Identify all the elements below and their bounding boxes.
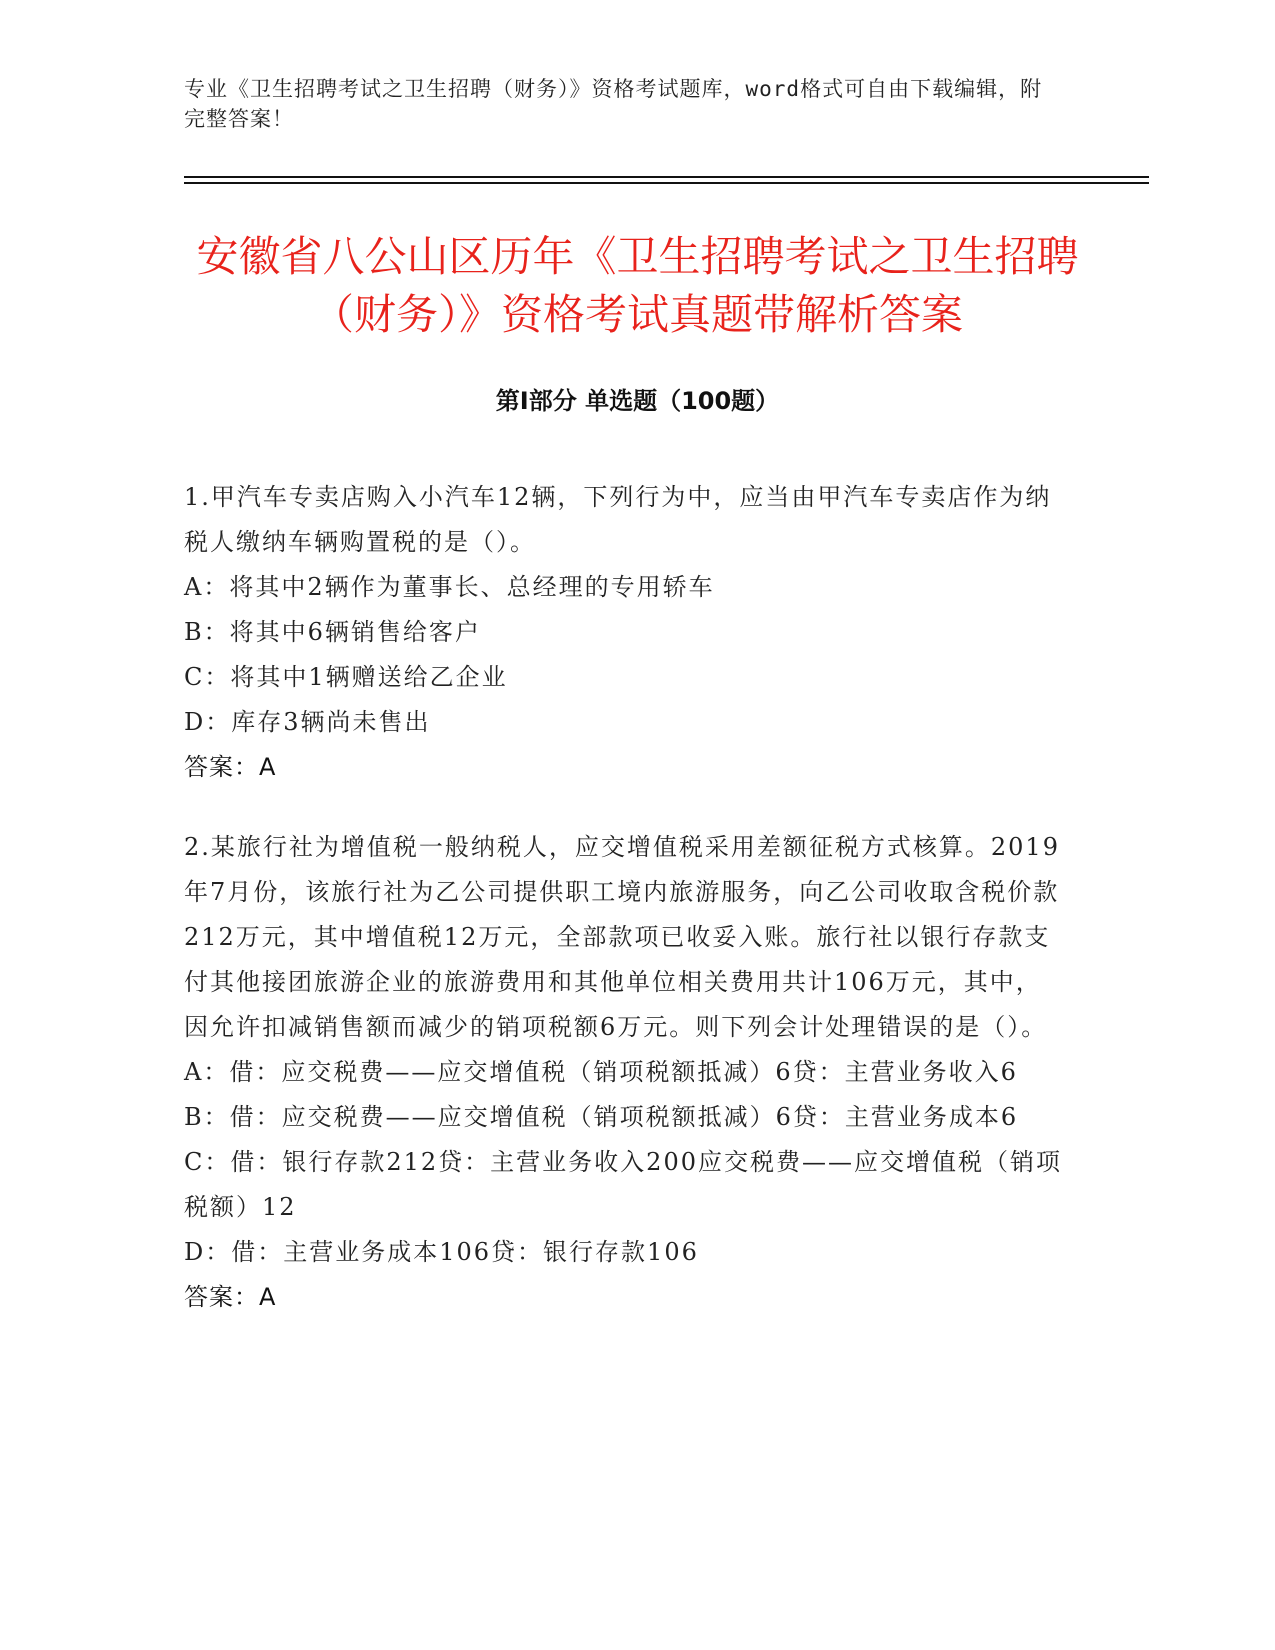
header-divider-line-2 [184,182,1149,184]
answer-text: 答案：A [184,1283,277,1311]
option-d: D：借：主营业务成本106贷：银行存款106 [184,1238,699,1266]
question-block [184,825,1064,1320]
option-c: C：借：银行存款212贷：主营业务收入200应交税费——应交增值税（销项税额）12 [184,1148,1062,1221]
option-c: C：将其中1辆赠送给乙企业 [184,663,508,691]
document-title: 安徽省八公山区历年《卫生招聘考试之卫生招聘（财务）》资格考试真题带解析答案 [196,232,1079,339]
header-note: 专业《卫生招聘考试之卫生招聘（财务）》资格考试题库，word格式可自由下载编辑，附完整答案！ [184,77,1043,131]
option-d: D：库存3辆尚未售出 [184,708,431,736]
question-stem: 2.某旅行社为增值税一般纳税人，应交增值税采用差额征税方式核算。2019年7月份，该旅行社为乙公司提供职工境内旅游服务，向乙公司收取含税价款212万元，其中增值税12万元，全部款项已收妥入账。旅行社以银行存款支付其他接团旅游企业的旅游费用和其他单位相关费用共计106万元，其中，因允许扣减销售额而减少的销项税额6万元。则下列会计处理错误的是（）。 [184,833,1060,1041]
option-a: A：将其中2辆作为董事长、总经理的专用轿车 [184,573,715,601]
option-b: B：将其中6辆销售给客户 [184,618,481,646]
option-b: B：借：应交税费——应交增值税（销项税额抵减）6贷：主营业务成本6 [184,1103,1019,1131]
header-divider-line [184,176,1149,178]
question-stem: 1.甲汽车专卖店购入小汽车12辆，下列行为中，应当由甲汽车专卖店作为纳税人缴纳车辆购置税的是（）。 [184,483,1052,556]
question-block [184,475,1064,790]
section-title: 第Ⅰ部分 单选题（100题） [495,387,780,415]
option-a: A：借：应交税费——应交增值税（销项税额抵减）6贷：主营业务收入6 [184,1058,1018,1086]
answer-text: 答案：A [184,753,277,781]
